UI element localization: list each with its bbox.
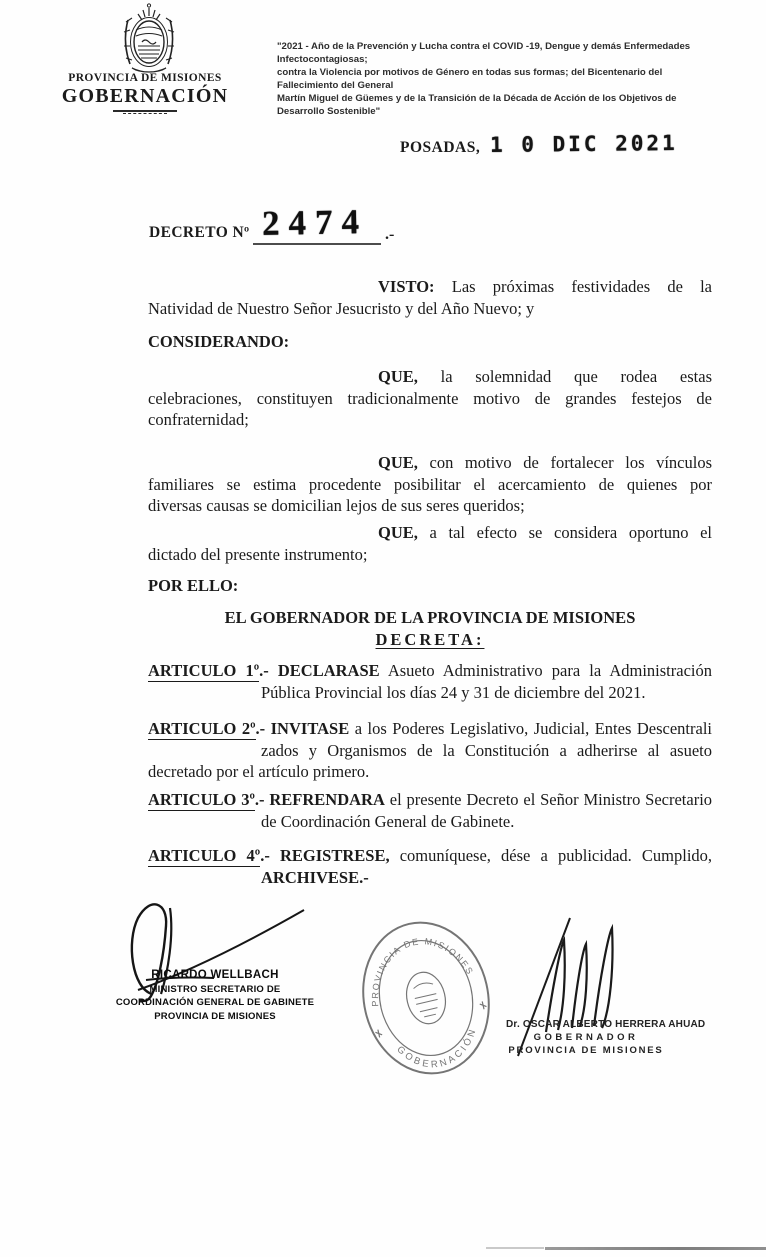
decree-number-underline [253, 243, 381, 245]
paragraph-que-1: QUE, la solemnidad que rodea estas celebraciones, constituyen tradicionalmente motivo de grandes festejos de confraternidad; [148, 367, 712, 429]
decree-label: DECRETO Nº [149, 224, 250, 241]
minister-title: COORDINACIÓN GENERAL DE GABINETE [115, 997, 315, 1008]
visto-text: Las próximas festividades de la [451, 277, 712, 296]
decree-number-suffix: .- [385, 226, 395, 243]
article-3: ARTICULO 3º.- REFRENDARA el presente Decreto el Señor Ministro Secretario de Coordinación General de Gabinete. [148, 790, 713, 831]
scan-artifact-line [545, 1247, 766, 1250]
article-keyword: REGISTRESE, [279, 846, 390, 865]
article-label: ARTICULO 3º [148, 790, 255, 809]
seal-top-text: PROVINCIA DE MISIONES [369, 936, 476, 1007]
official-seal-stamp [344, 905, 509, 1091]
flourish-rule [113, 110, 177, 112]
governor-stamp [506, 1018, 706, 1057]
quote-line: Martín Miguel de Güemes y de la Transición de la Década de Acción de los Objetivos de Desarrollo Sostenible" [277, 93, 677, 117]
article-1: ARTICULO 1º.- DECLARASE Asueto Administrativo para la Administración Pública Provincial los días 24 y 31 de diciembre del 2021. [148, 661, 712, 702]
governor-title: PROVINCIA DE MISIONES [508, 1045, 664, 1056]
org-name: PROVINCIA DE MISIONES [68, 72, 222, 84]
governor-title: GOBERNADOR [533, 1032, 639, 1043]
letterhead [40, 72, 250, 114]
governor-heading: EL GOBERNADOR DE LA PROVINCIA DE MISIONES [224, 608, 636, 627]
minister-title: MINISTRO SECRETARIO DE [149, 983, 281, 995]
date-stamp: 1 0 DIC 2021 [489, 131, 678, 157]
article-keyword: REFRENDARA [269, 790, 385, 809]
city-label: POSADAS, [400, 139, 481, 156]
visto-text: Natividad de Nuestro Señor Jesucristo y del Año Nuevo; y [148, 298, 535, 318]
paragraph-que-3: QUE, a tal efecto se considera oportuno el dictado del presente instrumento; [148, 523, 712, 564]
paragraph-visto [148, 276, 712, 319]
minister-title: PROVINCIA DE MISIONES [154, 1010, 276, 1022]
decree-number-stamp: 2474 [261, 202, 369, 243]
minister-stamp [108, 969, 322, 1023]
que-lead: QUE, [378, 523, 418, 542]
por-ello-heading: POR ELLO: [148, 576, 239, 595]
coat-of-arms-icon [112, 2, 186, 78]
article-keyword: INVITASE [270, 719, 350, 738]
que-lead: QUE, [378, 453, 418, 472]
decreta-heading: DECRETA: [375, 630, 485, 649]
svg-text:GOBERNACIÓN [392, 1023, 486, 1079]
official-year-quote [277, 40, 715, 118]
quote-line: contra la Violencia por motivos de Género en todas sus formas; del Bicentenario del Fallecimiento del General [277, 67, 663, 91]
dept-name: GOBERNACIÓN [61, 85, 229, 107]
article-label: ARTICULO 2º [148, 719, 256, 738]
minister-name: RICARDO WELLBACH [151, 969, 279, 981]
visto-lead: VISTO: [378, 277, 435, 296]
article-4: ARTICULO 4º.- REGISTRESE, comuníquese, dése a publicidad. Cumplido, ARCHIVESE.- [148, 846, 713, 887]
article-label: ARTICULO 1º [148, 661, 260, 680]
considerando-heading: CONSIDERANDO: [148, 332, 290, 351]
paragraph-que-2: QUE, con motivo de fortalecer los vínculos familiares se estima procedente posibilitar el acercamiento de quienes por diversas causas se domicilian lejos de sus seres queridos; [148, 453, 713, 515]
flourish-rule-2 [123, 113, 167, 114]
article-keyword: DECLARASE [277, 661, 380, 680]
governor-name: Dr. OSCAR ALBERTO HERRERA AHUAD [506, 1019, 706, 1030]
scan-artifact-line [486, 1247, 544, 1249]
seal-bottom-text: GOBERNACIÓN [394, 1025, 480, 1071]
quote-line: "2021 - Año de la Prevención y Lucha contra el COVID -19, Dengue y demás Enfermedades Infectocontagiosas; [277, 41, 691, 65]
article-2: ARTICULO 2º.- INVITASE a los Poderes Legislativo, Judicial, Entes Descentrali zados y Organismos de la Constitución a adherirse al asueto decretado por el artículo primero. [148, 719, 712, 781]
que-lead: QUE, [378, 367, 418, 386]
article-label: ARTICULO 4º [148, 846, 261, 865]
